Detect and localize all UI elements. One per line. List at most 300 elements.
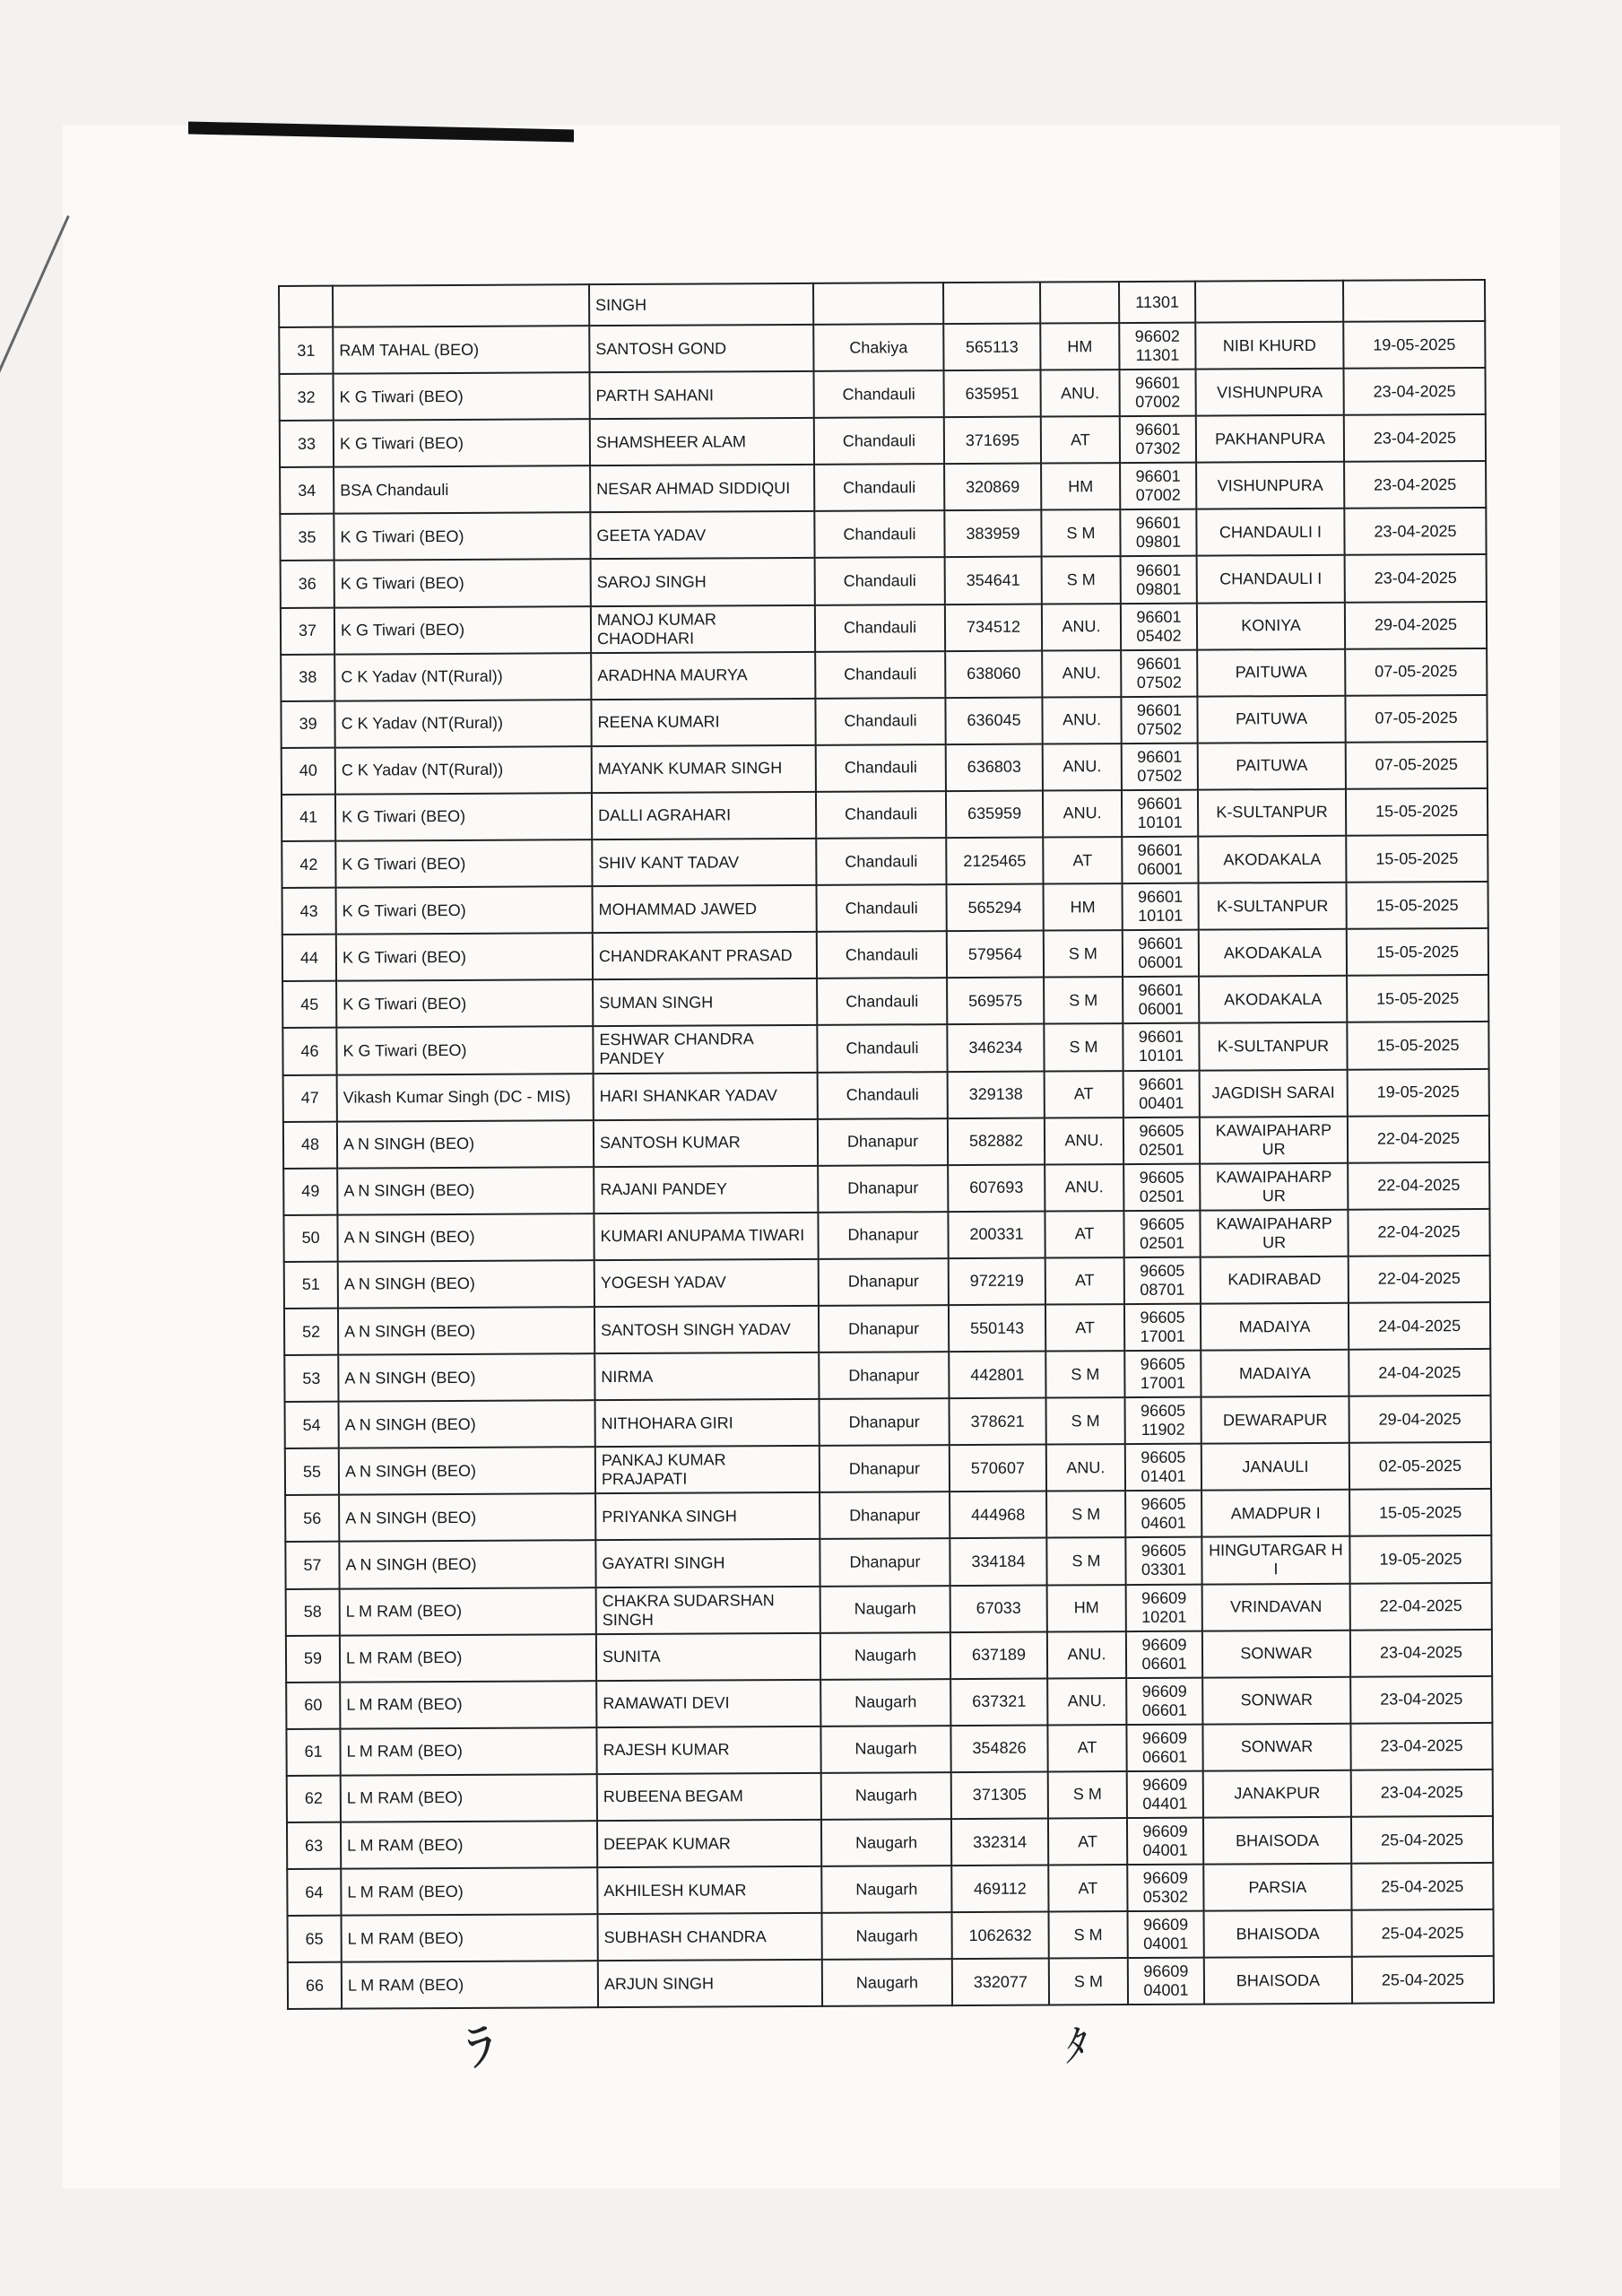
code-line-1: 96605: [1141, 1495, 1186, 1514]
date-cell: 22-04-2025: [1349, 1256, 1490, 1303]
school-cell: K-SULTANPUR: [1199, 883, 1347, 930]
block-cell: Chandauli: [815, 698, 945, 745]
code-cell: [1128, 1911, 1204, 1959]
code-cell: [1127, 1771, 1203, 1819]
school-cell: PAKHANPURA: [1196, 415, 1344, 463]
date-cell: 22-04-2025: [1350, 1582, 1492, 1630]
date-cell: 24-04-2025: [1349, 1349, 1490, 1396]
name-cell: NITHOHARA GIRI: [595, 1399, 820, 1447]
name-cell: NESAR AHMAD SIDDIQUI: [590, 465, 814, 512]
block-cell: Naugarh: [820, 1586, 950, 1633]
date-cell: 19-05-2025: [1348, 1068, 1489, 1116]
table-row-continuation: [279, 280, 1485, 327]
beo-cell: L M RAM (BEO): [342, 1961, 598, 2009]
date-cell: 23-04-2025: [1344, 461, 1486, 509]
code-cell: [1123, 1023, 1199, 1071]
school-cell: KONIYA: [1197, 602, 1345, 649]
code-line-2: 04001: [1142, 1840, 1188, 1860]
id-cell: 1062632: [952, 1912, 1049, 1960]
sn-cell: 63: [287, 1822, 341, 1869]
code-line-1: 96601: [1136, 561, 1182, 579]
post-cell: S M: [1044, 930, 1123, 978]
code-line-1: 96605: [1139, 1121, 1184, 1140]
date-cell: 22-04-2025: [1348, 1209, 1489, 1257]
code-line-1: 96605: [1141, 1401, 1186, 1421]
block-cell: Naugarh: [821, 1819, 951, 1866]
sn-cell: 54: [285, 1402, 339, 1448]
school-cell: VISHUNPURA: [1196, 369, 1344, 416]
code-line-1: 96601: [1135, 420, 1181, 439]
code-line-2: 07002: [1135, 392, 1181, 412]
id-cell: 371305: [951, 1771, 1048, 1819]
code-cell: [1121, 556, 1197, 604]
block-cell: Dhanapur: [819, 1352, 949, 1399]
code-cell: [1121, 649, 1197, 697]
date-cell: 15-05-2025: [1346, 835, 1488, 883]
table-row: [281, 602, 1487, 655]
code-line-1: 96601: [1138, 887, 1184, 907]
block-cell: Dhanapur: [820, 1539, 950, 1587]
name-cell: GEETA YADAV: [590, 511, 814, 559]
post-cell: AT: [1043, 837, 1122, 884]
code-cell: [1125, 1397, 1201, 1445]
beo-cell: A N SINGH (BEO): [337, 1120, 594, 1169]
sn-cell: 40: [282, 748, 335, 795]
code-line-1: 96601: [1137, 794, 1183, 813]
id-cell: 67033: [950, 1585, 1047, 1632]
code-cell: [1127, 1818, 1203, 1866]
name-cell: SANTOSH KUMAR: [594, 1118, 818, 1166]
school-cell: NIBI KHURD: [1195, 322, 1343, 370]
code-line-1: 96605: [1139, 1214, 1185, 1233]
sn-cell: 58: [286, 1588, 340, 1635]
beo-cell: K G Tiwari (BEO): [336, 979, 593, 1028]
table-row: [282, 835, 1488, 888]
sn-cell: 57: [285, 1542, 339, 1588]
sn-cell: 48: [283, 1121, 337, 1168]
code-line-1: 96601: [1138, 981, 1184, 1000]
sn-cell: 41: [282, 795, 335, 841]
sn-cell: 64: [287, 1869, 341, 1916]
block-cell: Dhanapur: [818, 1118, 948, 1166]
code-line-1: 96605: [1140, 1308, 1185, 1326]
date-cell: 19-05-2025: [1343, 321, 1485, 369]
block-cell: Naugarh: [822, 1959, 952, 2006]
school-cell: MADAIYA: [1201, 1350, 1349, 1397]
beo-cell: K G Tiwari (BEO): [334, 560, 591, 608]
code-line-1: 96601: [1135, 467, 1181, 486]
school-cell: KADIRABAD: [1201, 1257, 1349, 1304]
sn-cell: 61: [286, 1728, 340, 1775]
date-cell: 15-05-2025: [1347, 1022, 1488, 1069]
beo-cell: A N SINGH (BEO): [337, 1213, 594, 1262]
name-cell: SUNITA: [596, 1632, 820, 1680]
code-line-1: 96609: [1142, 1775, 1188, 1794]
code-cell: [1123, 930, 1199, 978]
table-row: [282, 1022, 1488, 1074]
code-line-2: 17001: [1140, 1373, 1186, 1393]
school-cell: BHAISODA: [1203, 1817, 1351, 1865]
code-cell: [1122, 743, 1198, 790]
name-cell: PANKAJ KUMAR PRAJAPATI: [595, 1446, 820, 1493]
id-cell: 332314: [951, 1819, 1048, 1866]
name-cell: RUBEENA BEGAM: [597, 1773, 821, 1821]
block-cell: Dhanapur: [820, 1398, 950, 1446]
table-row: [286, 1630, 1492, 1683]
sn-cell: 60: [286, 1682, 340, 1728]
school-cell: AKODAKALA: [1199, 976, 1347, 1023]
beo-cell: K G Tiwari (BEO): [334, 372, 590, 421]
table-row: [282, 788, 1488, 841]
code-line-1: 96609: [1143, 1915, 1189, 1935]
code-line-2: 06001: [1138, 1000, 1184, 1019]
school-cell: VRINDAVAN: [1202, 1583, 1350, 1631]
beo-cell: K G Tiwari (BEO): [334, 606, 591, 655]
sn-cell: 32: [280, 374, 334, 421]
id-cell: [943, 283, 1040, 325]
school-cell: BHAISODA: [1204, 1910, 1352, 1958]
beo-cell: A N SINGH (BEO): [338, 1260, 594, 1309]
id-cell: 734512: [945, 604, 1042, 651]
id-cell: 383959: [944, 510, 1041, 558]
date-cell: 07-05-2025: [1346, 742, 1488, 789]
sn-cell: [279, 286, 333, 327]
sn-cell: 45: [282, 981, 336, 1028]
date-cell: 24-04-2025: [1349, 1302, 1490, 1350]
code-line-1: 96601: [1138, 1028, 1184, 1047]
table-row: [282, 882, 1488, 935]
table-row: [286, 1723, 1492, 1776]
school-cell: KAWAIPAHARP UR: [1200, 1162, 1348, 1210]
code-cell: [1120, 416, 1196, 464]
name-cell: HARI SHANKAR YADAV: [594, 1072, 818, 1119]
code-line-2: 06001: [1138, 952, 1184, 972]
code-line-1: 96601: [1135, 514, 1181, 533]
id-cell: 635959: [946, 790, 1043, 838]
name-cell: SANTOSH GOND: [589, 325, 813, 372]
id-cell: 2125465: [946, 838, 1043, 885]
table-row: [282, 975, 1488, 1028]
date-cell: 23-04-2025: [1350, 1676, 1492, 1724]
table-row: [283, 1068, 1489, 1121]
name-cell: NIRMA: [594, 1352, 819, 1400]
sn-cell: 47: [283, 1074, 337, 1121]
name-cell: SAROJ SINGH: [591, 558, 815, 605]
table-row: [280, 368, 1486, 421]
table-row: [287, 1816, 1493, 1869]
date-cell: 07-05-2025: [1345, 648, 1487, 696]
post-cell: HM: [1044, 883, 1123, 931]
sn-cell: 52: [284, 1309, 338, 1355]
post-cell: AT: [1048, 1818, 1127, 1866]
post-cell: AT: [1041, 416, 1120, 464]
code-cell: [1120, 509, 1196, 557]
id-cell: 346234: [947, 1024, 1044, 1072]
date-cell: 23-04-2025: [1344, 414, 1486, 462]
table-row: [283, 1162, 1489, 1215]
code-cell: [1126, 1584, 1202, 1631]
name-cell: SHIV KANT TADAV: [592, 839, 816, 886]
block-cell: Chandauli: [817, 1025, 947, 1073]
table-row: [284, 1302, 1490, 1355]
post-cell: ANU.: [1045, 1118, 1123, 1165]
name-cell: CHANDRAKANT PRASAD: [593, 932, 817, 979]
post-cell: S M: [1046, 1397, 1125, 1445]
table-row: [287, 1770, 1493, 1822]
block-cell: Chakiya: [813, 324, 943, 371]
code-line-1: 96601: [1135, 373, 1181, 393]
code-line-1: 96609: [1142, 1822, 1188, 1841]
post-cell: AT: [1045, 1257, 1124, 1305]
school-cell: JAGDISH SARAI: [1200, 1069, 1348, 1117]
code-line-2: 07502: [1136, 673, 1182, 691]
name-cell: RAMAWATI DEVI: [596, 1680, 820, 1727]
table-row: [279, 321, 1485, 374]
id-cell: 582882: [948, 1118, 1045, 1165]
date-cell: 15-05-2025: [1347, 975, 1488, 1022]
school-cell: SONWAR: [1202, 1630, 1350, 1677]
post-cell: ANU.: [1042, 697, 1121, 744]
school-cell: DEWARAPUR: [1201, 1396, 1349, 1444]
date-cell: 25-04-2025: [1352, 1956, 1494, 2004]
name-cell: YOGESH YADAV: [594, 1259, 819, 1307]
block-cell: Dhanapur: [818, 1165, 948, 1213]
name-cell: ARJUN SINGH: [598, 1960, 822, 2007]
block-cell: Naugarh: [820, 1679, 950, 1726]
code-line-1: 96605: [1140, 1354, 1185, 1374]
school-cell: CHANDAULI I: [1197, 555, 1345, 603]
school-cell: CHANDAULI I: [1196, 509, 1344, 556]
table-row: [281, 695, 1487, 748]
signature-right: ﾀ: [1059, 2020, 1089, 2072]
date-cell: 15-05-2025: [1347, 928, 1488, 976]
code-line-2: 07302: [1135, 439, 1181, 458]
block-cell: [813, 283, 943, 325]
code-line-1: 96601: [1136, 700, 1183, 719]
school-cell: VISHUNPURA: [1196, 462, 1344, 509]
code-line-2: 09801: [1136, 579, 1182, 598]
beo-cell: A N SINGH (BEO): [337, 1167, 594, 1215]
id-cell: 320869: [944, 464, 1041, 511]
id-cell: 579564: [947, 931, 1044, 978]
name-cell: MANOJ KUMAR CHAODHARI: [591, 604, 815, 652]
post-cell: ANU.: [1042, 604, 1121, 651]
id-cell: 329138: [948, 1071, 1045, 1118]
post-cell: ANU.: [1043, 790, 1122, 838]
sn-cell: 56: [285, 1495, 339, 1542]
code-line-2: 04401: [1142, 1794, 1188, 1813]
sn-cell: 38: [281, 654, 334, 700]
post-cell: HM: [1041, 463, 1120, 510]
block-cell: Chandauli: [817, 884, 947, 932]
school-cell: KAWAIPAHARP UR: [1200, 1210, 1348, 1257]
beo-cell: A N SINGH (BEO): [339, 1494, 595, 1543]
code-line-2: 02501: [1139, 1187, 1184, 1205]
code-cell: 11301: [1119, 282, 1195, 323]
school-cell: BHAISODA: [1204, 1957, 1352, 2005]
table-row: [283, 1209, 1489, 1262]
post-cell: AT: [1048, 1865, 1127, 1912]
school-cell: K-SULTANPUR: [1199, 1022, 1347, 1070]
id-cell: 570607: [950, 1445, 1046, 1492]
name-cell: REENA KUMARI: [591, 699, 815, 746]
beo-cell: A N SINGH (BEO): [339, 1447, 595, 1495]
name-cell: PARTH SAHANI: [590, 371, 814, 419]
date-cell: 25-04-2025: [1351, 1816, 1493, 1864]
name-cell: ARADHNA MAURYA: [591, 652, 815, 700]
code-line-1: 96601: [1137, 840, 1183, 860]
date-cell: 23-04-2025: [1344, 508, 1486, 555]
sn-cell: 35: [280, 514, 334, 561]
id-cell: 638060: [945, 650, 1042, 698]
code-line-2: 04001: [1143, 1981, 1189, 2000]
sn-cell: 66: [288, 1962, 342, 2009]
code-cell: [1122, 837, 1198, 884]
code-line-1: 96609: [1141, 1728, 1188, 1747]
post-cell: ANU.: [1042, 650, 1121, 698]
code-line-1: 96609: [1141, 1635, 1187, 1654]
block-cell: Dhanapur: [819, 1305, 949, 1352]
code-line-1: 96601: [1136, 654, 1182, 673]
post-cell: S M: [1048, 1771, 1127, 1819]
id-cell: 565294: [947, 884, 1044, 932]
id-cell: 442801: [949, 1352, 1045, 1399]
date-cell: 22-04-2025: [1348, 1116, 1489, 1163]
post-cell: S M: [1044, 1023, 1123, 1071]
table-row: [285, 1535, 1491, 1588]
name-cell: CHAKRA SUDARSHAN SINGH: [596, 1586, 820, 1633]
post-cell: S M: [1045, 1351, 1124, 1398]
code-line-2: 07502: [1137, 766, 1183, 785]
sn-cell: 51: [284, 1262, 338, 1309]
block-cell: Chandauli: [816, 838, 946, 885]
school-cell: PARSIA: [1203, 1864, 1351, 1911]
school-cell: [1195, 281, 1343, 323]
block-cell: Dhanapur: [818, 1212, 948, 1259]
beo-cell: K G Tiwari (BEO): [336, 886, 593, 935]
post-cell: AT: [1045, 1211, 1123, 1258]
beo-cell: L M RAM (BEO): [342, 1914, 598, 1962]
code-cell: [1123, 883, 1199, 931]
beo-cell: L M RAM (BEO): [340, 1727, 596, 1776]
post-cell: S M: [1044, 977, 1123, 1024]
beo-cell: [333, 284, 589, 326]
code-line-2: 17001: [1140, 1326, 1185, 1345]
id-cell: 444968: [950, 1492, 1046, 1539]
name-cell: GAYATRI SINGH: [595, 1539, 820, 1587]
id-cell: 354641: [945, 557, 1042, 604]
name-cell: PRIYANKA SINGH: [595, 1492, 820, 1540]
code-cell: [1123, 977, 1199, 1024]
table-row: [280, 414, 1486, 467]
code-line-1: 96605: [1141, 1448, 1186, 1467]
block-cell: Dhanapur: [820, 1445, 950, 1492]
block-cell: Naugarh: [820, 1726, 950, 1773]
name-cell: MAYANK KUMAR SINGH: [592, 745, 816, 793]
beo-cell: BSA Chandauli: [334, 465, 590, 514]
post-cell: S M: [1046, 1538, 1125, 1586]
id-cell: 550143: [949, 1305, 1045, 1352]
code-cell: [1123, 1210, 1200, 1257]
table-row: [284, 1256, 1490, 1309]
beo-cell: A N SINGH (BEO): [339, 1400, 595, 1448]
school-cell: K-SULTANPUR: [1198, 789, 1346, 837]
code-line-2: 06601: [1142, 1747, 1188, 1766]
id-cell: 200331: [948, 1211, 1045, 1258]
id-cell: 569575: [947, 978, 1044, 1025]
code-line-2: 10101: [1138, 906, 1184, 926]
code-line-1: 96601: [1139, 1074, 1184, 1093]
table-row: [280, 508, 1486, 561]
school-cell: AMADPUR I: [1201, 1490, 1349, 1537]
school-cell: PAITUWA: [1197, 696, 1345, 744]
beo-cell: K G Tiwari (BEO): [335, 793, 592, 841]
date-cell: 19-05-2025: [1349, 1535, 1491, 1583]
code-line-2: 09801: [1135, 533, 1182, 552]
post-cell: S M: [1049, 1958, 1128, 2005]
code-cell: [1126, 1724, 1202, 1771]
sn-cell: 39: [281, 700, 334, 747]
code-line-1: 96605: [1141, 1542, 1186, 1561]
code-line-2: 03301: [1141, 1561, 1187, 1579]
table-row: [281, 554, 1487, 607]
code-line-1: 96601: [1136, 607, 1182, 626]
school-cell: AKODAKALA: [1199, 929, 1347, 977]
post-cell: S M: [1041, 509, 1120, 557]
name-cell: SINGH: [589, 283, 813, 326]
code-line-2: 00401: [1139, 1093, 1184, 1112]
table-row: [285, 1442, 1491, 1495]
block-cell: Chandauli: [815, 651, 945, 699]
date-cell: 15-05-2025: [1346, 788, 1488, 836]
block-cell: Dhanapur: [819, 1258, 949, 1306]
id-cell: 469112: [951, 1866, 1048, 1913]
id-cell: 371695: [944, 417, 1041, 465]
beo-cell: L M RAM (BEO): [341, 1774, 597, 1822]
post-cell: ANU.: [1047, 1631, 1126, 1679]
code-cell: [1120, 463, 1196, 510]
post-cell: HM: [1040, 323, 1119, 370]
beo-cell: L M RAM (BEO): [340, 1587, 596, 1636]
code-line-1: 96605: [1140, 1261, 1185, 1280]
date-cell: 15-05-2025: [1349, 1489, 1491, 1536]
beo-cell: C K Yadav (NT(Rural)): [334, 700, 591, 748]
block-cell: Chandauli: [814, 464, 944, 511]
id-cell: 332077: [952, 1959, 1049, 2006]
beo-cell: A N SINGH (BEO): [338, 1307, 594, 1355]
beo-cell: K G Tiwari (BEO): [334, 513, 590, 561]
name-cell: KUMARI ANUPAMA TIWARI: [594, 1213, 818, 1260]
id-cell: 636045: [945, 697, 1042, 744]
table-row: [287, 1863, 1493, 1916]
id-cell: 637321: [950, 1678, 1047, 1726]
date-cell: 02-05-2025: [1349, 1442, 1491, 1490]
beo-cell: K G Tiwari (BEO): [335, 839, 592, 888]
post-cell: HM: [1047, 1585, 1126, 1632]
code-cell: [1121, 603, 1197, 650]
code-cell: [1122, 790, 1198, 838]
block-cell: Naugarh: [822, 1912, 952, 1960]
id-cell: 635951: [944, 370, 1041, 418]
table-row: [286, 1676, 1492, 1729]
block-cell: Chandauli: [815, 558, 945, 605]
beo-cell: Vikash Kumar Singh (DC - MIS): [337, 1074, 594, 1122]
name-cell: RAJANI PANDEY: [594, 1166, 818, 1213]
beo-cell: K G Tiwari (BEO): [336, 1027, 593, 1075]
sn-cell: 31: [279, 327, 333, 374]
id-cell: 334184: [950, 1538, 1046, 1586]
code-line-2: 05302: [1142, 1887, 1189, 1907]
